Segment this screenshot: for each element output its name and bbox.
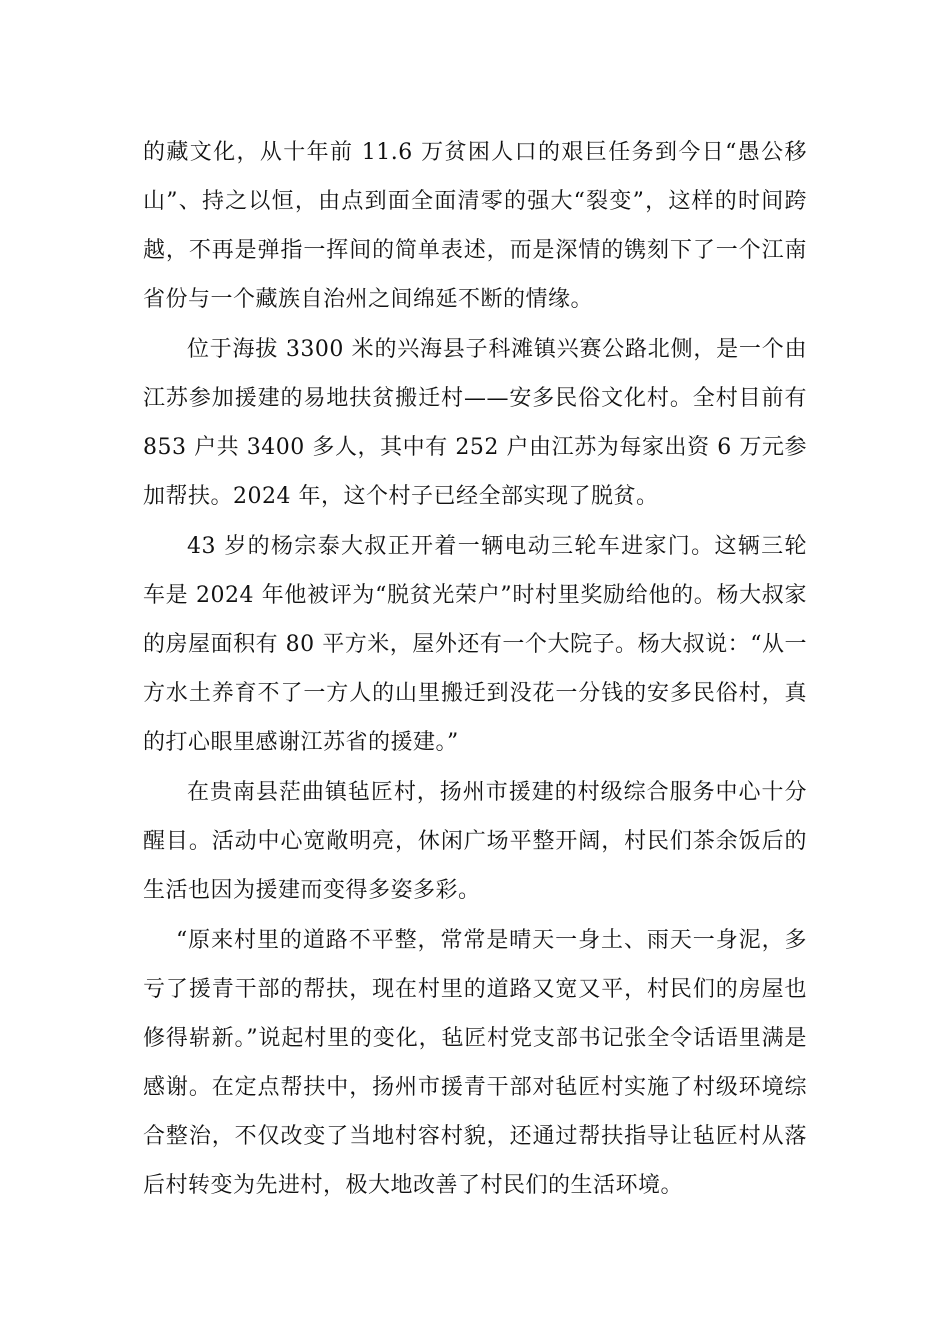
paragraph-1: 的藏文化，从十年前 11.6 万贫困人口的艰巨任务到今日“愚公移山”、持之以恒，由点到面全面清零的强大“裂变”，这样的时间跨越，不再是弹指一挥间的简单表述，而是深情的镌刻下了一个江南省份与一个藏族自治州之间绵延不断的情缘。 xyxy=(143,140,807,312)
paragraph-4: 在贵南县茫曲镇毡匠村，扬州市援建的村级综合服务中心十分醒目。活动中心宽敞明亮，休闲广场平整开阔，村民们茶余饭后的生活也因为援建而变得多姿多彩。 xyxy=(143,780,807,903)
body-text xyxy=(143,128,807,1211)
paragraph-3: 43 岁的杨宗泰大叔正开着一辆电动三轮车进家门。这辆三轮车是 2024 年他被评为“脱贫光荣户”时村里奖励给他的。杨大叔家的房屋面积有 80 平方米，屋外还有一个大院子。杨大叔说：“从一方水土养育不了一方人的山里搬迁到没花一分钱的安多民俗村，真的打心眼里感谢江苏省的援建。” xyxy=(143,534,807,755)
paragraph-2: 位于海拔 3300 米的兴海县子科滩镇兴赛公路北侧，是一个由江苏参加援建的易地扶贫搬迁村——安多民俗文化村。全村目前有853 户共 3400 多人，其中有 252 户由江苏为每家出资 6 万元参加帮扶。2024 年，这个村子已经全部实现了脱贫。 xyxy=(143,337,807,509)
paragraph-5: “原来村里的道路不平整，常常是晴天一身土、雨天一身泥，多亏了援青干部的帮扶，现在村里的道路又宽又平，村民们的房屋也修得崭新。”说起村里的变化，毡匠村党支部书记张全令话语里满是感谢。在定点帮扶中，扬州市援青干部对毡匠村实施了村级环境综合整治，不仅改变了当地村容村貌，还通过帮扶指导让毡匠村从落后村转变为先进村，极大地改善了村民们的生活环境。 xyxy=(143,928,807,1198)
